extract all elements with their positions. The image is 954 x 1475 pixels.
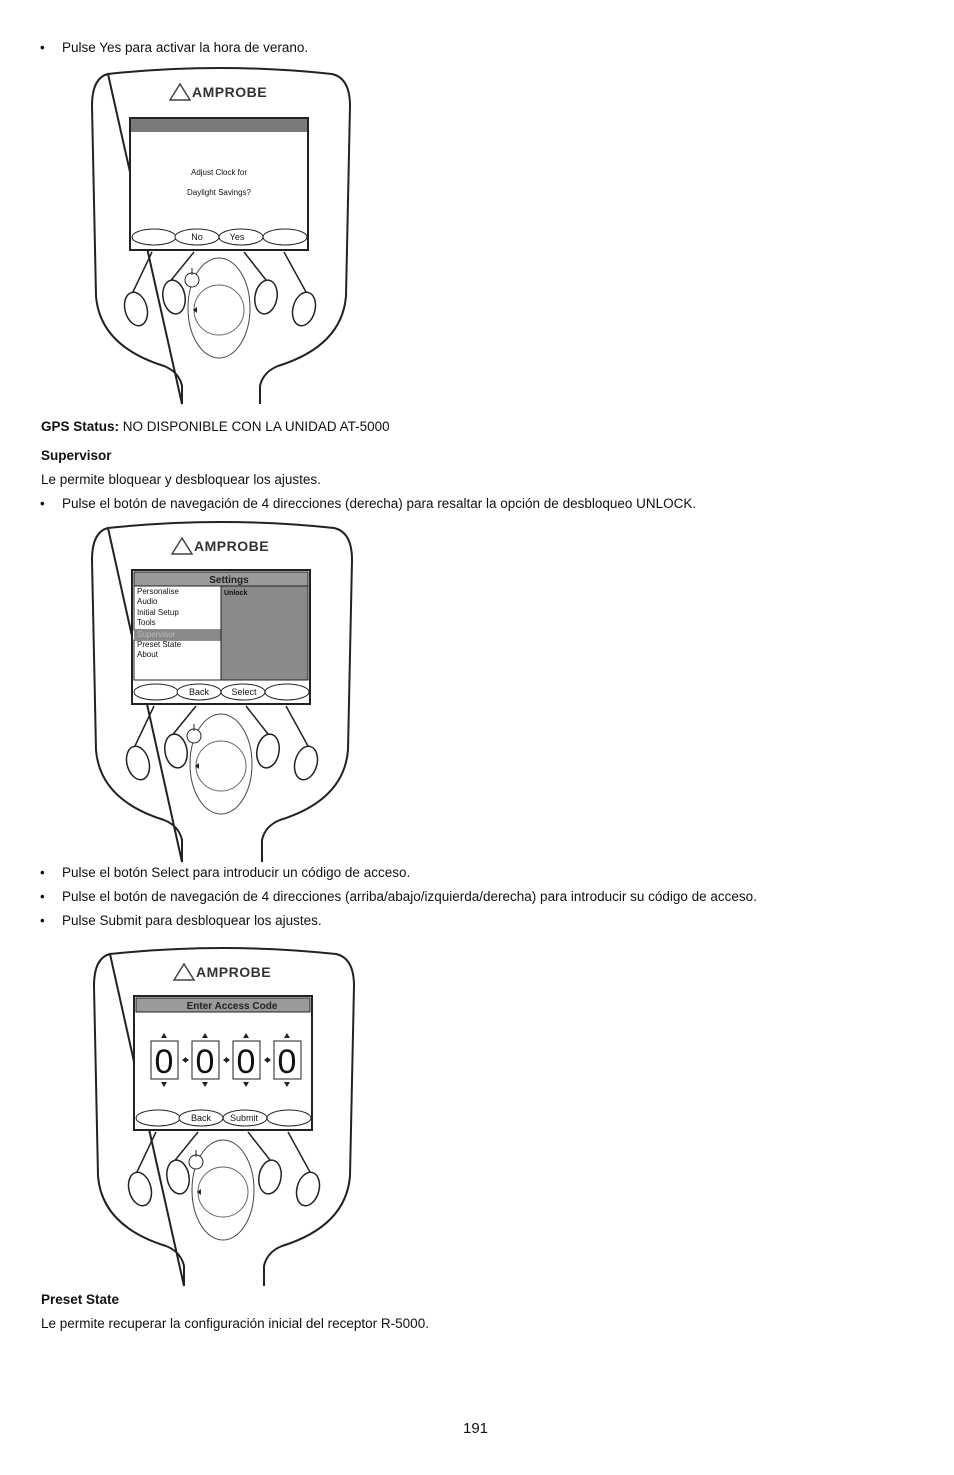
digit-box-1[interactable] [151,1033,178,1087]
softkey-label-back: Back [190,1113,212,1123]
menu-item-initial-setup[interactable]: Initial Setup [137,608,179,617]
device-figure-daylight [88,66,354,406]
hard-key-1[interactable] [121,290,151,329]
hard-key-1[interactable] [123,744,153,783]
bullet-navigate: • Pulse el botón de navegación de 4 direcciones (arriba/abajo/izquierda/derecha) para introducir su código de acceso. [62,889,757,905]
digit-box-3[interactable] [233,1033,260,1087]
digit-box-4[interactable] [274,1033,301,1087]
hard-key-4[interactable] [291,744,321,783]
power-button[interactable] [187,729,201,743]
hard-key-2[interactable] [160,278,188,315]
page-number: 191 [463,1420,489,1437]
menu-item-personalise[interactable]: Personalise [137,587,179,596]
gps-status-label: GPS Status: [41,419,120,434]
hard-key-3[interactable] [252,278,280,315]
supervisor-desc: Le permite bloquear y desbloquear los ajustes. [41,472,321,487]
svg-text:AMPROBE: AMPROBE [196,964,272,980]
bullet-select: • Pulse el botón Select para introducir un código de acceso. [62,865,410,881]
nav-pad[interactable] [192,1140,254,1240]
svg-text:0: 0 [277,1043,297,1081]
nav-pad[interactable] [188,258,250,358]
softkey-label-yes: Yes [229,232,245,242]
supervisor-heading: Supervisor [41,448,112,463]
menu-item-audio[interactable]: Audio [137,597,158,606]
menu-item-tools[interactable]: Tools [137,618,156,627]
amprobe-logo [174,964,271,980]
menu-item-preset-state[interactable]: Preset State [137,640,182,649]
submenu-unlock[interactable]: Unlock [224,590,248,597]
hard-key-3[interactable] [256,1158,284,1195]
gps-status-value: NO DISPONIBLE CON LA UNIDAD AT-5000 [122,419,390,434]
hard-key-1[interactable] [125,1170,155,1209]
bullet-daylight: • Pulse Yes para activar la hora de verano. [62,40,308,56]
svg-text:0: 0 [236,1043,256,1081]
hard-key-3[interactable] [254,732,282,769]
preset-desc: Le permite recuperar la configuración inicial del receptor R-5000. [41,1316,429,1331]
menu-item-about[interactable]: About [137,650,158,659]
hard-key-2[interactable] [164,1158,192,1195]
access-code-title: Enter Access Code [186,1001,278,1012]
amprobe-logo [170,84,267,100]
softkey-label-back: Back [188,687,210,697]
digit-box-2[interactable] [192,1033,219,1087]
svg-text:AMPROBE: AMPROBE [192,84,268,100]
softkey-label-submit: Submit [229,1113,259,1123]
bullet-unlock: • Pulse el botón de navegación de 4 direcciones (derecha) para resaltar la opción de desbloqueo UNLOCK. [62,496,696,512]
gps-status-line [41,419,390,435]
preset-heading: Preset State [41,1292,120,1307]
svg-text:0: 0 [154,1043,174,1081]
menu-item-supervisor[interactable]: Supervisor [137,630,176,639]
svg-text:AMPROBE: AMPROBE [194,538,270,554]
device-figure-settings [88,520,356,864]
softkey-label-no: No [191,232,203,242]
power-button[interactable] [185,273,199,287]
bullet-submit: • Pulse Submit para desbloquear los ajustes. [62,913,322,929]
hard-key-2[interactable] [162,732,190,769]
hard-key-4[interactable] [289,290,319,329]
softkey-label-select: Select [231,687,257,697]
nav-pad[interactable] [190,714,252,814]
power-button[interactable] [189,1155,203,1169]
device-figure-access-code [90,946,358,1288]
amprobe-logo [172,538,269,554]
settings-title: Settings [209,575,249,586]
prompt-line-2: Daylight Savings? [186,188,252,197]
hard-key-4[interactable] [293,1170,323,1209]
prompt-line-1: Adjust Clock for [190,168,248,177]
svg-text:0: 0 [195,1043,215,1081]
